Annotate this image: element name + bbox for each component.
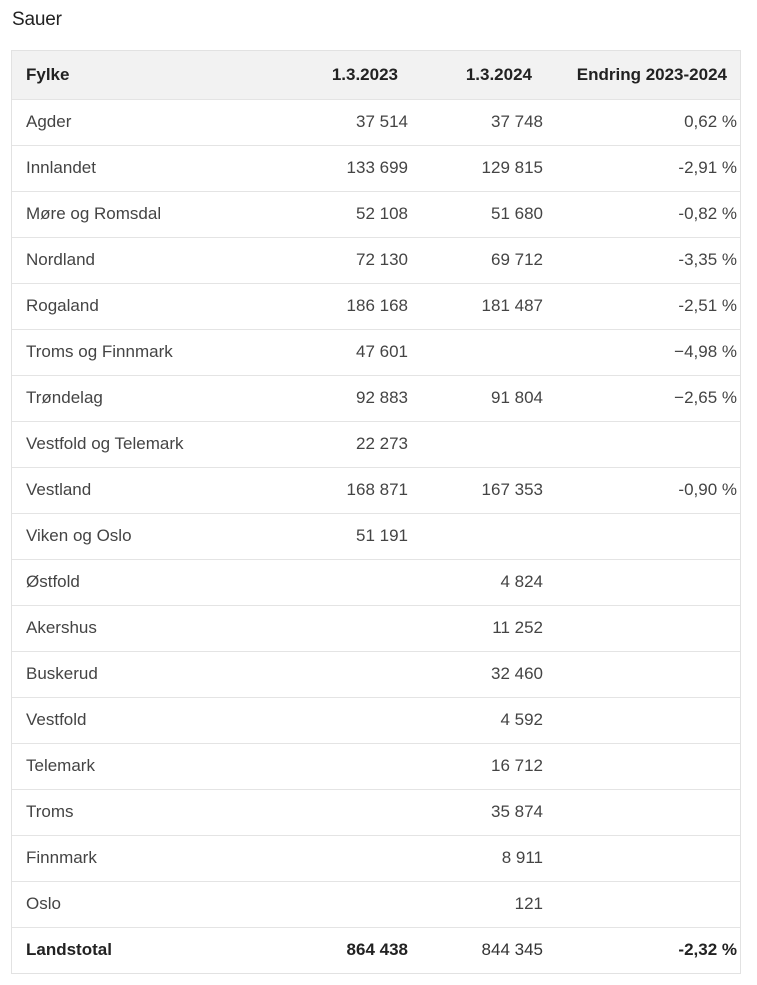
cell-change xyxy=(543,789,740,835)
cell-change: -0,90 % xyxy=(678,480,737,499)
cell-2023: 133 699 xyxy=(346,158,408,177)
table-row xyxy=(12,651,740,697)
cell-fylke: Østfold xyxy=(26,572,80,591)
cell-2024: 129 815 xyxy=(481,158,543,177)
table-header-row xyxy=(12,51,740,99)
cell-2024: 69 712 xyxy=(491,250,543,269)
header-change: Endring 2023-2024 xyxy=(576,64,727,84)
table-row xyxy=(12,237,740,283)
header-fylke: Fylke xyxy=(26,64,70,84)
total-cell-fylke: Landstotal xyxy=(26,940,112,960)
table-row xyxy=(12,743,740,789)
table-row xyxy=(12,421,740,467)
table-row xyxy=(12,283,740,329)
table-row xyxy=(12,467,740,513)
cell-fylke: Finnmark xyxy=(26,848,97,867)
cell-change xyxy=(543,559,740,605)
cell-2024: 4 824 xyxy=(500,572,543,591)
cell-change xyxy=(543,697,740,743)
table-row xyxy=(12,329,740,375)
cell-2024: 121 xyxy=(514,894,543,913)
table-row xyxy=(12,513,740,559)
page-title: Sauer xyxy=(12,9,62,30)
cell-2024: 51 680 xyxy=(491,204,543,223)
cell-2023: 52 108 xyxy=(356,204,408,223)
cell-2023: 72 130 xyxy=(356,250,408,269)
table-row xyxy=(12,881,740,927)
table-row xyxy=(12,145,740,191)
table-row xyxy=(12,191,740,237)
table-row xyxy=(12,605,740,651)
cell-2024 xyxy=(408,329,543,375)
cell-change: -2,51 % xyxy=(678,296,737,315)
cell-2024: 4 592 xyxy=(500,710,543,729)
cell-change: -3,35 % xyxy=(678,250,737,269)
cell-2023 xyxy=(270,697,408,743)
cell-change xyxy=(543,743,740,789)
cell-fylke: Buskerud xyxy=(26,664,98,683)
table-row xyxy=(12,375,740,421)
cell-2023: 51 191 xyxy=(356,526,408,545)
cell-2023: 168 871 xyxy=(346,480,408,499)
table-row xyxy=(12,697,740,743)
header-2024: 1.3.2024 xyxy=(465,64,532,84)
cell-2024 xyxy=(408,513,543,559)
table-row xyxy=(12,99,740,145)
cell-fylke: Vestland xyxy=(26,480,92,499)
cell-change: −2,65 % xyxy=(674,388,737,407)
cell-2023 xyxy=(270,559,408,605)
cell-fylke: Innlandet xyxy=(26,158,96,177)
cell-fylke: Vestfold xyxy=(26,710,87,729)
cell-fylke: Vestfold og Telemark xyxy=(26,434,184,453)
cell-2023: 92 883 xyxy=(356,388,408,407)
data-table xyxy=(12,51,740,973)
cell-change xyxy=(543,651,740,697)
cell-fylke: Oslo xyxy=(26,894,61,913)
cell-change xyxy=(543,835,740,881)
cell-fylke: Møre og Romsdal xyxy=(26,204,162,223)
cell-2024: 181 487 xyxy=(481,296,543,315)
cell-change: −4,98 % xyxy=(674,342,737,361)
cell-2023 xyxy=(270,605,408,651)
cell-2023 xyxy=(270,835,408,881)
total-cell-change: -2,32 % xyxy=(678,940,737,960)
table-total-row xyxy=(12,927,740,973)
total-cell-2023: 864 438 xyxy=(346,940,408,960)
cell-2024: 37 748 xyxy=(491,112,543,131)
cell-change: 0,62 % xyxy=(684,112,737,131)
cell-2024: 167 353 xyxy=(481,480,543,499)
cell-change: -2,91 % xyxy=(678,158,737,177)
cell-2024: 8 911 xyxy=(501,848,543,867)
cell-2023 xyxy=(270,789,408,835)
cell-2023 xyxy=(270,881,408,927)
cell-fylke: Viken og Oslo xyxy=(26,526,132,545)
cell-2023: 22 273 xyxy=(356,434,408,453)
table-row xyxy=(12,559,740,605)
cell-2023 xyxy=(270,743,408,789)
cell-change xyxy=(543,513,740,559)
cell-change: -0,82 % xyxy=(678,204,737,223)
sheep-table xyxy=(11,50,741,974)
cell-change xyxy=(543,881,740,927)
cell-2024: 32 460 xyxy=(491,664,543,683)
cell-fylke: Troms og Finnmark xyxy=(26,342,173,361)
cell-2024: 91 804 xyxy=(491,388,543,407)
cell-2024 xyxy=(408,421,543,467)
cell-2024: 35 874 xyxy=(491,802,543,821)
table-row xyxy=(12,789,740,835)
cell-fylke: Telemark xyxy=(26,756,95,775)
cell-2023: 186 168 xyxy=(346,296,408,315)
cell-fylke: Troms xyxy=(26,802,74,821)
cell-2024: 11 252 xyxy=(492,618,543,637)
cell-2023: 37 514 xyxy=(356,112,408,131)
cell-fylke: Rogaland xyxy=(26,296,99,315)
cell-fylke: Nordland xyxy=(26,250,95,269)
cell-change xyxy=(543,421,740,467)
cell-fylke: Trøndelag xyxy=(26,388,103,407)
cell-2023 xyxy=(270,651,408,697)
cell-fylke: Akershus xyxy=(26,618,97,637)
cell-fylke: Agder xyxy=(26,112,72,131)
table-body xyxy=(12,99,740,973)
total-cell-2024: 844 345 xyxy=(481,940,543,960)
cell-change xyxy=(543,605,740,651)
cell-2024: 16 712 xyxy=(491,756,543,775)
header-2023: 1.3.2023 xyxy=(331,64,398,84)
cell-2023: 47 601 xyxy=(356,342,408,361)
table-row xyxy=(12,835,740,881)
